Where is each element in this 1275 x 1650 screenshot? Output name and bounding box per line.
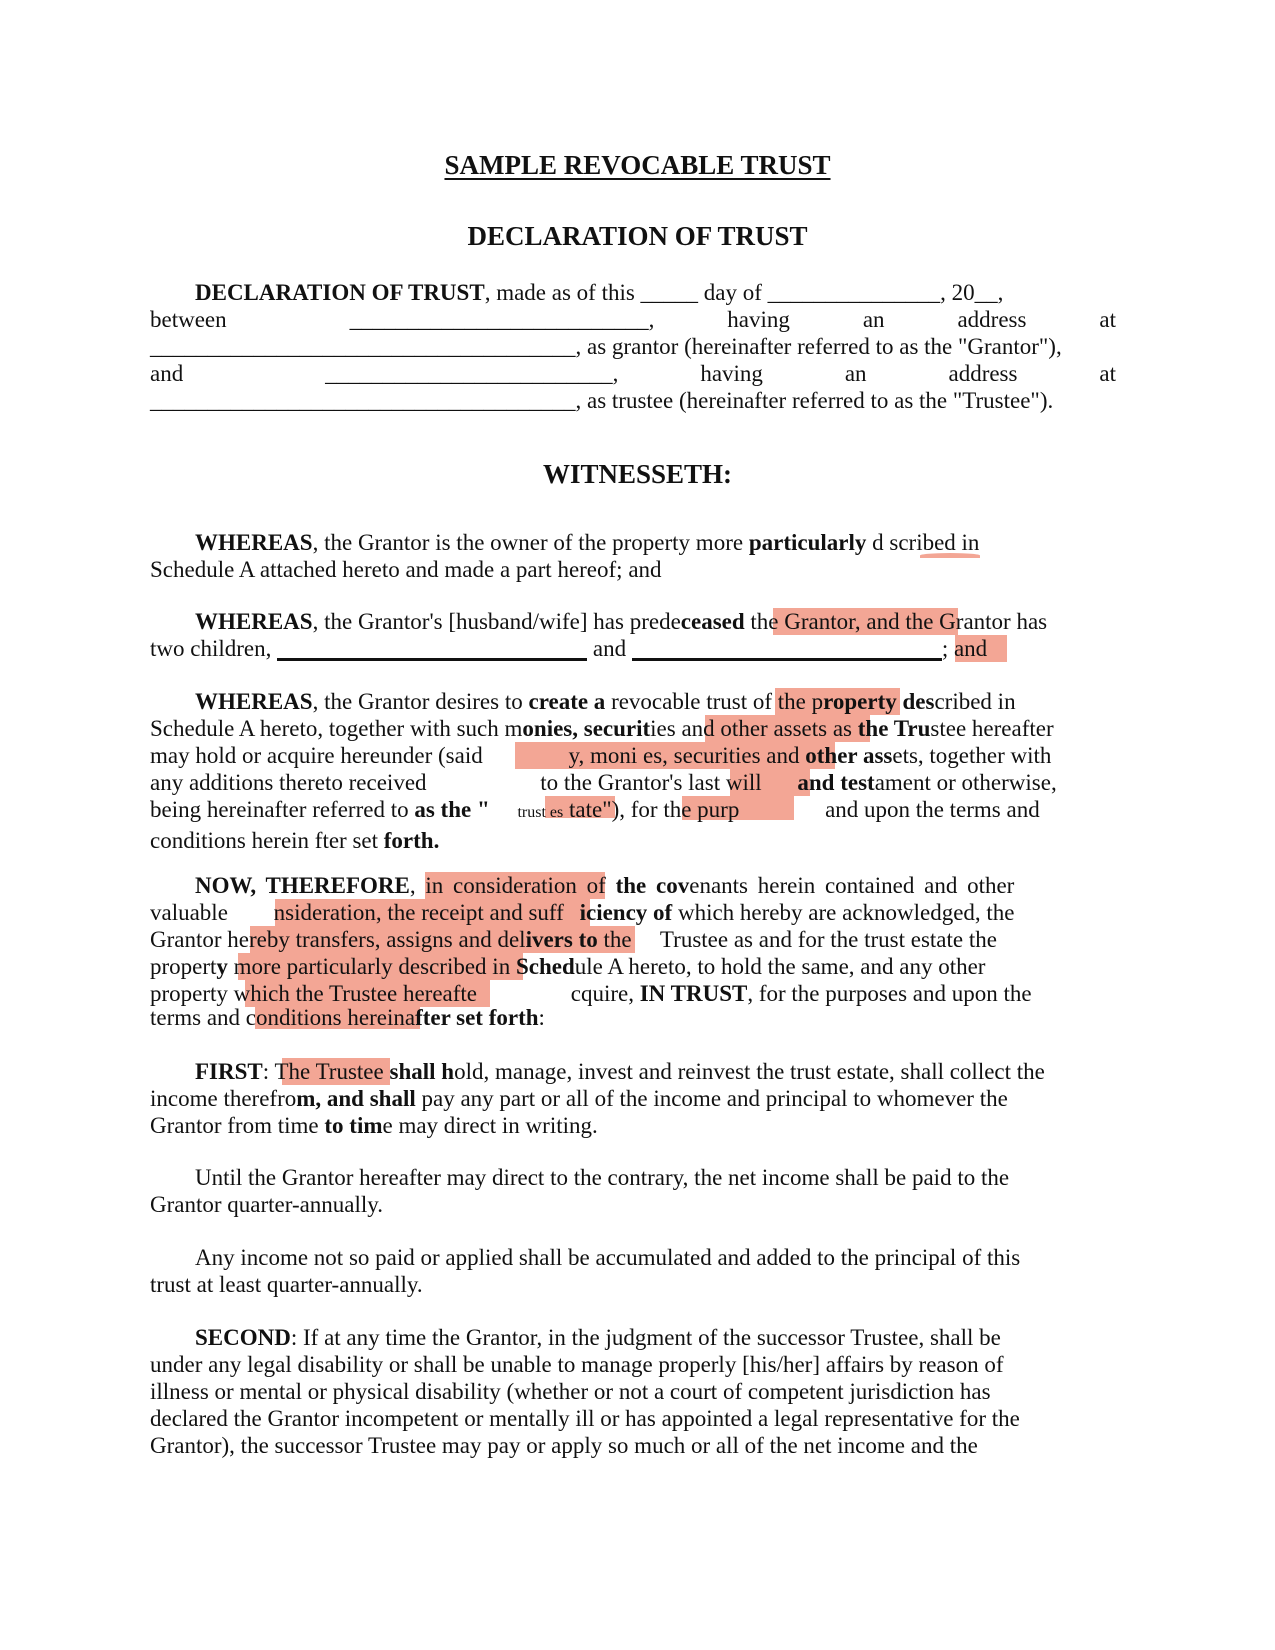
intro-line1: , made as of this _____ day of _______________, 20__,	[484, 280, 1004, 305]
intro-paragraph	[150, 279, 1128, 414]
document-subtitle: DECLARATION OF TRUST	[467, 221, 808, 251]
witnesseth-heading: WITNESSETH:	[542, 459, 733, 489]
whereas-paragraph-1: WHEREAS, the Grantor is the owner of the property more particularly d scribed in Schedule A attached hereto and made a part hereof; and	[150, 530, 980, 582]
intro-line2: between __________________________, having an address at	[150, 307, 1116, 332]
intro-line4: and _________________________, having an address at	[150, 361, 1116, 386]
intro-line5: _____________________________________, as trustee (hereinafter referred to as the "Trustee").	[150, 388, 1054, 413]
second-paragraph: SECOND: If at any time the Grantor, in the judgment of the successor Trustee, shall be under any legal disability or shall be unable to manage properly [his/her] affairs by reason of illness or mental or physical disability (whether or not a court of competent jurisdiction has declared the Grantor incompetent or mentally ill or has appointed a legal representative for the Grantor), the successor Trustee may pay or apply so much or all of the net income and the	[150, 1325, 1020, 1458]
intro-lead: DECLARATION OF TRUST	[195, 280, 485, 305]
document-title: SAMPLE REVOCABLE TRUST	[444, 150, 831, 180]
whereas-paragraph-3: WHEREAS, the Grantor desires to create a revocable trust of the property described in Schedule A hereto, together with such monies, securities and other assets as the Trustee hereafter may hold or acquire hereunder (said y, moni es, securities and other assets, together with any additions thereto received to the Grantor's last will and testament or otherwise, being hereinafter referred to as the " trust es tate"), for the purp and upon the terms and conditions herein fter set forth.	[150, 689, 1057, 853]
until-paragraph: Until the Grantor hereafter may direct to the contrary, the net income shall be paid to the Grantor quarter-annually.	[150, 1165, 1010, 1217]
child-name-blank-2	[632, 658, 942, 661]
first-paragraph: FIRST: The Trustee shall hold, manage, invest and reinvest the trust estate, shall collect the income therefrom, and shall pay any part or all of the income and principal to whomever the Grantor from time to time may direct in writing.	[150, 1059, 1045, 1138]
any-income-paragraph: Any income not so paid or applied shall be accumulated and added to the principal of this trust at least quarter-annually.	[150, 1245, 1021, 1297]
child-name-blank-1	[277, 658, 587, 661]
intro-line3: _____________________________________, as grantor (hereinafter referred to as the "Grantor"),	[150, 334, 1062, 359]
whereas-paragraph-2: WHEREAS, the Grantor's [husband/wife] has predeceased the Grantor, and the Grantor has two children, and ; and	[150, 609, 1048, 661]
now-therefore-paragraph: NOW, THEREFORE, in consideration of the covenants herein contained and other valuable nsideration, the receipt and suff iciency of which hereby are acknowledged, the Grantor hereby transfers, assigns and delivers to the Trustee as and for the trust estate the property more particularly described in Schedule A hereto, to hold the same, and any other property which the Trustee hereafte cquire, IN TRUST, for the purposes and upon the terms and conditions hereinafter set forth:	[150, 873, 1032, 1030]
